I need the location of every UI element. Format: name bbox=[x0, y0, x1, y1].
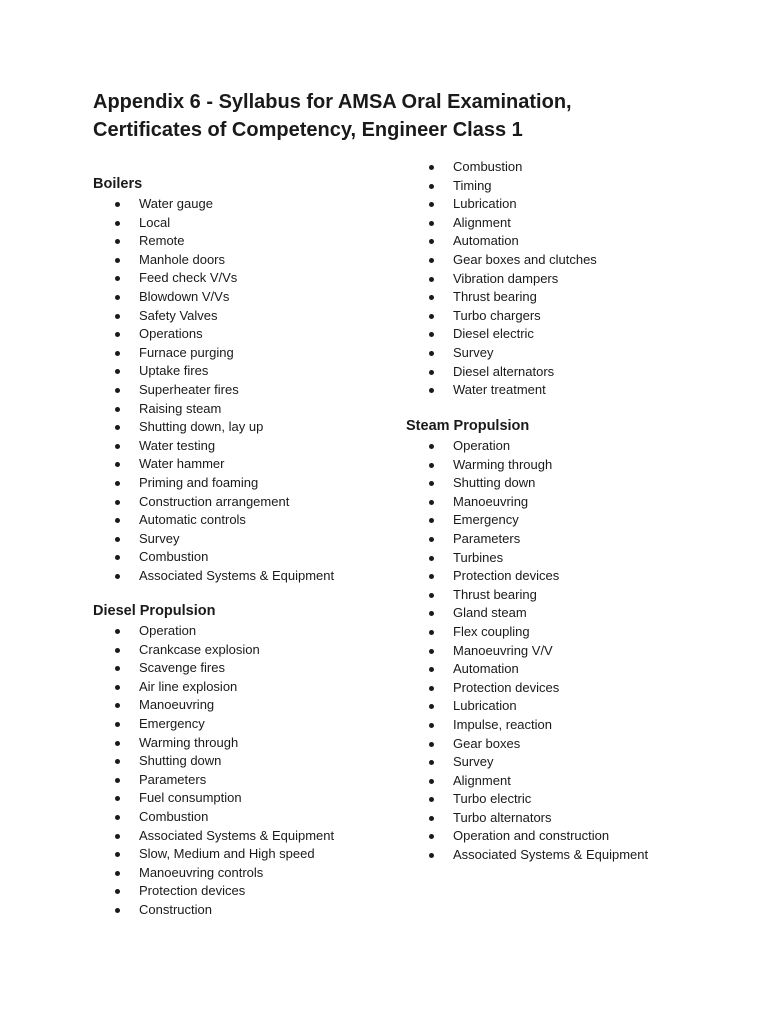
bullet-icon bbox=[115, 407, 120, 412]
bullet-icon bbox=[115, 202, 120, 207]
list-item bbox=[139, 251, 334, 270]
list-item bbox=[453, 567, 648, 586]
bullet-icon bbox=[115, 778, 120, 783]
bullet-icon bbox=[115, 444, 120, 449]
bullet-icon bbox=[115, 722, 120, 727]
list-item-text: Priming and foaming bbox=[139, 474, 259, 490]
bullet-icon bbox=[429, 593, 434, 598]
list-item bbox=[453, 604, 648, 623]
bullet-icon bbox=[429, 704, 434, 709]
list-item-text: Construction bbox=[139, 901, 212, 917]
list-item bbox=[139, 195, 334, 214]
bullet-icon bbox=[115, 815, 120, 820]
list-item bbox=[453, 623, 648, 642]
list-item-text: Operation and construction bbox=[453, 828, 610, 844]
list-item-text: Parameters bbox=[139, 771, 207, 787]
list-item bbox=[139, 381, 334, 400]
list-item bbox=[139, 678, 334, 697]
list-item-text: Manoeuvring bbox=[453, 493, 529, 509]
list-item bbox=[139, 901, 334, 920]
bullet-icon bbox=[429, 667, 434, 672]
list-item bbox=[453, 735, 648, 754]
list-item-text: Vibration dampers bbox=[453, 270, 559, 286]
list-item bbox=[453, 177, 597, 196]
bullet-icon bbox=[115, 500, 120, 505]
list-item-text: Manoeuvring bbox=[139, 697, 215, 713]
list-item-text: Survey bbox=[453, 344, 494, 360]
bullet-icon bbox=[429, 351, 434, 356]
page-title-line-2: Certificates of Competency, Engineer Class 1 bbox=[93, 119, 523, 141]
list-item bbox=[453, 679, 648, 698]
bullet-icon bbox=[115, 796, 120, 801]
bullet-icon bbox=[429, 184, 434, 189]
list-item-text: Protection devices bbox=[453, 568, 560, 584]
bullet-icon bbox=[429, 797, 434, 802]
list-item bbox=[453, 493, 648, 512]
list-item-text: Automatic controls bbox=[139, 512, 246, 528]
bullet-icon bbox=[115, 741, 120, 746]
bullet-icon bbox=[115, 834, 120, 839]
bullet-icon bbox=[429, 779, 434, 784]
list-item bbox=[453, 344, 597, 363]
bullet-icon bbox=[429, 574, 434, 579]
bullet-icon bbox=[115, 518, 120, 523]
list-item bbox=[139, 659, 334, 678]
list-item bbox=[453, 214, 597, 233]
bullet-icon bbox=[115, 574, 120, 579]
list-item-text: Furnace purging bbox=[139, 344, 234, 360]
list-item bbox=[139, 752, 334, 771]
list-item-text: Warming through bbox=[453, 456, 553, 472]
list-item bbox=[453, 307, 597, 326]
list-item-text: Combustion bbox=[139, 808, 209, 824]
list-item-text: Blowdown V/Vs bbox=[139, 288, 230, 304]
list-item-text: Water testing bbox=[139, 437, 216, 453]
list-item-text: Manoeuvring V/V bbox=[453, 642, 553, 658]
page-title bbox=[93, 88, 693, 144]
list-item bbox=[139, 511, 334, 530]
list-item bbox=[139, 864, 334, 883]
list-item-text: Survey bbox=[139, 530, 180, 546]
list-item bbox=[139, 362, 334, 381]
list-item bbox=[453, 511, 648, 530]
bullet-icon bbox=[429, 221, 434, 226]
bullet-icon bbox=[115, 462, 120, 467]
list-item-text: Turbines bbox=[453, 549, 504, 565]
list-item-text: Shutting down bbox=[453, 475, 536, 491]
list-item bbox=[453, 270, 597, 289]
bullet-icon bbox=[115, 759, 120, 764]
bullet-icon bbox=[115, 258, 120, 263]
list-item-text: Turbo chargers bbox=[453, 307, 541, 323]
list-item-text: Flex coupling bbox=[453, 623, 530, 639]
list-item-text: Crankcase explosion bbox=[139, 641, 260, 657]
bullet-icon bbox=[429, 537, 434, 542]
list-item bbox=[453, 232, 597, 251]
list-item bbox=[139, 789, 334, 808]
bullet-icon bbox=[115, 555, 120, 560]
list-item bbox=[139, 400, 334, 419]
list-item bbox=[453, 158, 597, 177]
list-item bbox=[453, 642, 648, 661]
list-item-text: Alignment bbox=[453, 772, 511, 788]
list-item-text: Diesel alternators bbox=[453, 363, 555, 379]
bullet-icon bbox=[429, 649, 434, 654]
bullet-icon bbox=[429, 816, 434, 821]
list-item-text: Turbo electric bbox=[453, 791, 532, 807]
boilers-list bbox=[139, 195, 334, 585]
bullet-icon bbox=[115, 537, 120, 542]
list-item bbox=[139, 325, 334, 344]
bullet-icon bbox=[429, 611, 434, 616]
bullet-icon bbox=[429, 165, 434, 170]
list-item-text: Operation bbox=[453, 438, 511, 453]
list-item bbox=[453, 437, 648, 456]
list-item bbox=[139, 715, 334, 734]
list-item bbox=[139, 493, 334, 512]
list-item-text: Manoeuvring controls bbox=[139, 864, 264, 880]
list-item bbox=[139, 641, 334, 660]
list-item-text: Water treatment bbox=[453, 382, 546, 398]
list-item-text: Survey bbox=[453, 754, 494, 770]
list-item bbox=[453, 456, 648, 475]
page-title-line-1: Appendix 6 - Syllabus for AMSA Oral Examination, bbox=[93, 91, 572, 113]
list-item-text: Timing bbox=[453, 177, 492, 193]
list-item bbox=[139, 882, 334, 901]
list-item bbox=[453, 697, 648, 716]
list-item-text: Combustion bbox=[139, 549, 209, 565]
bullet-icon bbox=[429, 760, 434, 765]
list-item-text: Raising steam bbox=[139, 400, 222, 416]
list-item-text: Slow, Medium and High speed bbox=[139, 846, 315, 862]
bullet-icon bbox=[115, 629, 120, 634]
bullet-icon bbox=[429, 314, 434, 319]
list-item bbox=[453, 288, 597, 307]
list-item-text: Gear boxes and clutches bbox=[453, 251, 597, 267]
bullet-icon bbox=[115, 648, 120, 653]
list-item-text: Impulse, reaction bbox=[453, 716, 552, 732]
list-item bbox=[139, 808, 334, 827]
list-item bbox=[139, 288, 334, 307]
list-item-text: Diesel electric bbox=[453, 326, 534, 342]
list-item-text: Safety Valves bbox=[139, 307, 218, 323]
bullet-icon bbox=[115, 871, 120, 876]
bullet-icon bbox=[429, 686, 434, 691]
list-item bbox=[139, 567, 334, 586]
list-item-text: Air line explosion bbox=[139, 678, 238, 694]
list-item-text: Emergency bbox=[139, 715, 205, 731]
list-item bbox=[139, 734, 334, 753]
list-item bbox=[453, 251, 597, 270]
list-item-text: Water gauge bbox=[139, 196, 213, 211]
list-item bbox=[453, 790, 648, 809]
bullet-icon bbox=[429, 463, 434, 468]
bullet-icon bbox=[429, 388, 434, 393]
bullet-icon bbox=[429, 277, 434, 282]
list-item bbox=[453, 846, 648, 865]
list-item-text: Parameters bbox=[453, 530, 521, 546]
list-item-text: Uptake fires bbox=[139, 363, 209, 379]
section-heading-boilers: Boilers bbox=[93, 176, 143, 192]
list-item bbox=[453, 530, 648, 549]
bullet-icon bbox=[429, 481, 434, 486]
bullet-icon bbox=[115, 314, 120, 319]
list-item bbox=[453, 325, 597, 344]
list-item bbox=[139, 307, 334, 326]
bullet-icon bbox=[429, 742, 434, 747]
bullet-icon bbox=[115, 369, 120, 374]
bullet-icon bbox=[115, 351, 120, 356]
list-item-text: Automation bbox=[453, 661, 519, 677]
list-item bbox=[453, 195, 597, 214]
bullet-icon bbox=[429, 239, 434, 244]
list-item-text: Gland steam bbox=[453, 605, 527, 621]
list-item bbox=[139, 530, 334, 549]
bullet-icon bbox=[115, 332, 120, 337]
bullet-icon bbox=[115, 666, 120, 671]
list-item bbox=[453, 363, 597, 382]
list-item-text: Superheater fires bbox=[139, 381, 239, 397]
list-item bbox=[453, 549, 648, 568]
list-item-text: Water hammer bbox=[139, 456, 225, 472]
bullet-icon bbox=[115, 388, 120, 393]
list-item-text: Remote bbox=[139, 233, 185, 249]
list-item-text: Feed check V/Vs bbox=[139, 270, 238, 286]
bullet-icon bbox=[115, 221, 120, 226]
list-item-text: Gear boxes bbox=[453, 735, 521, 751]
list-item-text: Associated Systems & Equipment bbox=[139, 567, 335, 583]
list-item bbox=[139, 845, 334, 864]
list-item bbox=[453, 753, 648, 772]
list-item-text: Fuel consumption bbox=[139, 790, 242, 806]
bullet-icon bbox=[115, 276, 120, 281]
bullet-icon bbox=[115, 685, 120, 690]
section-heading-diesel-propulsion: Diesel Propulsion bbox=[93, 603, 216, 619]
bullet-icon bbox=[115, 852, 120, 857]
list-item-text: Warming through bbox=[139, 734, 239, 750]
list-item-text: Operations bbox=[139, 326, 203, 342]
bullet-icon bbox=[429, 853, 434, 858]
bullet-icon bbox=[429, 258, 434, 263]
list-item bbox=[453, 809, 648, 828]
diesel-propulsion-continued-list bbox=[453, 158, 597, 400]
list-item bbox=[139, 622, 334, 641]
list-item-text: Turbo alternators bbox=[453, 809, 552, 825]
list-item bbox=[453, 586, 648, 605]
list-item-text: Lubrication bbox=[453, 196, 517, 212]
bullet-icon bbox=[115, 239, 120, 244]
list-item-text: Associated Systems & Equipment bbox=[139, 827, 335, 843]
list-item bbox=[139, 474, 334, 493]
bullet-icon bbox=[115, 481, 120, 486]
list-item-text: Shutting down, lay up bbox=[139, 419, 264, 435]
list-item bbox=[453, 381, 597, 400]
list-item bbox=[453, 474, 648, 493]
list-item-text: Shutting down bbox=[139, 753, 222, 769]
list-item bbox=[139, 696, 334, 715]
steam-propulsion-list bbox=[453, 437, 648, 865]
list-item-text: Local bbox=[139, 214, 171, 230]
bullet-icon bbox=[429, 500, 434, 505]
list-item bbox=[139, 232, 334, 251]
list-item bbox=[453, 772, 648, 791]
bullet-icon bbox=[115, 889, 120, 894]
bullet-icon bbox=[115, 295, 120, 300]
list-item bbox=[139, 437, 334, 456]
list-item-text: Automation bbox=[453, 233, 519, 249]
list-item-text: Lubrication bbox=[453, 698, 517, 714]
list-item-text: Protection devices bbox=[139, 883, 246, 899]
list-item-text: Thrust bearing bbox=[453, 586, 537, 602]
diesel-propulsion-list bbox=[139, 622, 334, 920]
bullet-icon bbox=[429, 444, 434, 449]
list-item-text: Scavenge fires bbox=[139, 660, 225, 676]
list-item bbox=[139, 344, 334, 363]
bullet-icon bbox=[115, 703, 120, 708]
bullet-icon bbox=[115, 425, 120, 430]
bullet-icon bbox=[429, 556, 434, 561]
list-item-text: Associated Systems & Equipment bbox=[453, 847, 649, 863]
list-item-text: Operation bbox=[139, 623, 197, 638]
bullet-icon bbox=[429, 630, 434, 635]
list-item-text: Combustion bbox=[453, 159, 523, 174]
list-item bbox=[139, 771, 334, 790]
list-item bbox=[139, 827, 334, 846]
list-item-text: Thrust bearing bbox=[453, 289, 537, 305]
bullet-icon bbox=[429, 834, 434, 839]
bullet-icon bbox=[429, 370, 434, 375]
section-heading-steam-propulsion: Steam Propulsion bbox=[406, 418, 530, 434]
bullet-icon bbox=[429, 332, 434, 337]
list-item bbox=[139, 548, 334, 567]
list-item bbox=[139, 418, 334, 437]
bullet-icon bbox=[429, 202, 434, 207]
list-item bbox=[139, 214, 334, 233]
list-item-text: Alignment bbox=[453, 214, 511, 230]
list-item-text: Construction arrangement bbox=[139, 493, 290, 509]
bullet-icon bbox=[429, 723, 434, 728]
list-item-text: Protection devices bbox=[453, 679, 560, 695]
bullet-icon bbox=[115, 908, 120, 913]
list-item bbox=[453, 660, 648, 679]
list-item bbox=[139, 269, 334, 288]
bullet-icon bbox=[429, 295, 434, 300]
list-item-text: Emergency bbox=[453, 512, 519, 528]
list-item bbox=[139, 455, 334, 474]
list-item bbox=[453, 716, 648, 735]
list-item bbox=[453, 827, 648, 846]
bullet-icon bbox=[429, 518, 434, 523]
list-item-text: Manhole doors bbox=[139, 251, 225, 267]
